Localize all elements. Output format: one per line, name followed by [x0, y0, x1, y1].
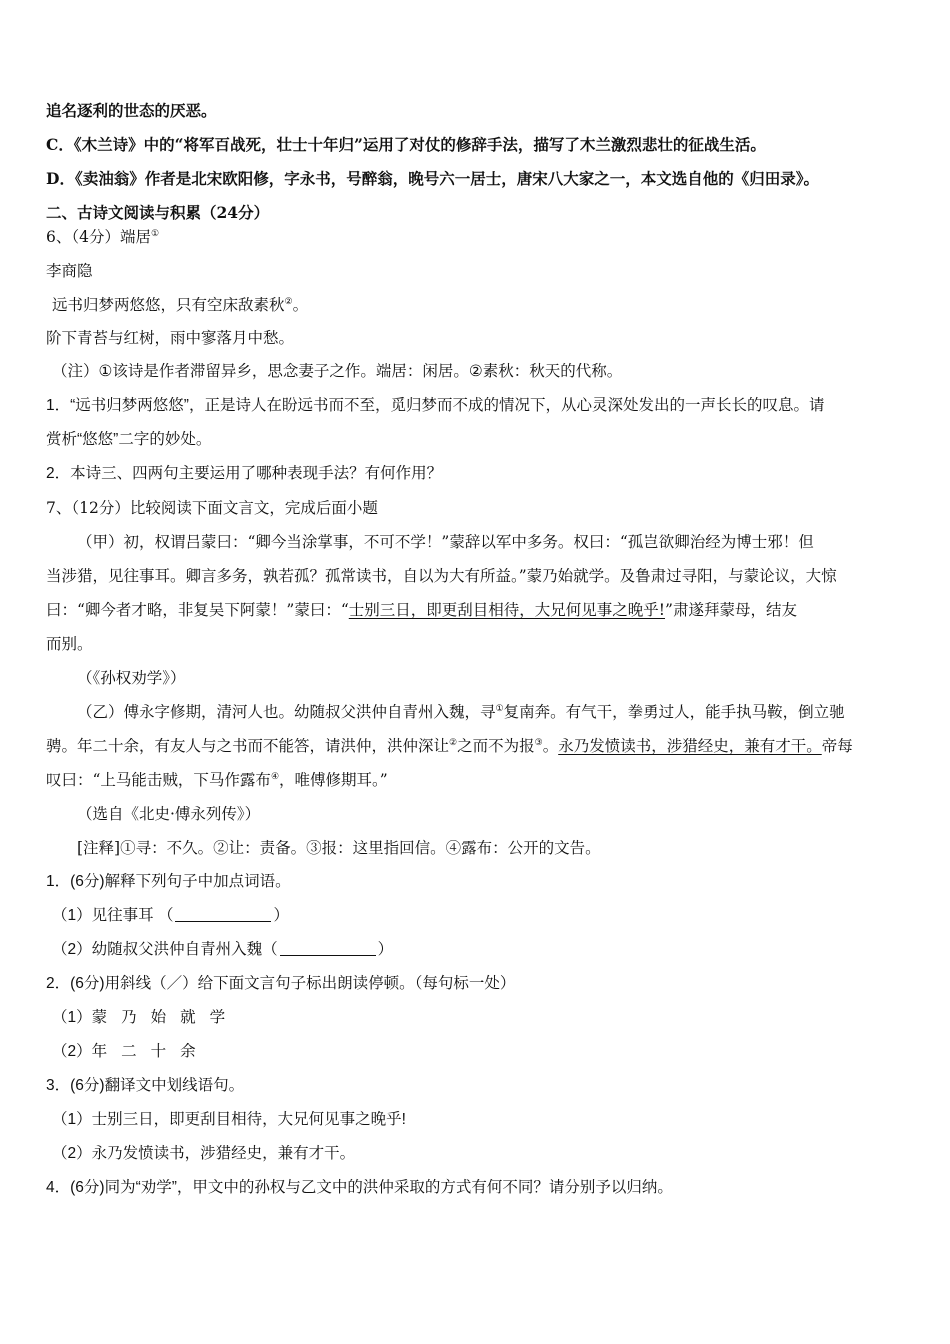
- q7-sub3-item1: （1）士别三日，即更刮目相待，大兄何见事之晚乎!: [52, 1111, 406, 1128]
- passage-a-line-1: （甲）初，权谓吕蒙曰：“卿今当涂掌事，不可不学！”蒙辞以军中多务。权曰：“孤岂欲卿治经为博士邪！但: [77, 533, 814, 551]
- q7-sub4: 4．(6分)同为“劝学”，甲文中的孙权与乙文中的洪仲采取的方式有何不同？请分别予以归纳。: [46, 1179, 673, 1196]
- answer-blank-2[interactable]: [280, 941, 376, 956]
- poem-line-2: 阶下青苔与红树，雨中寥落月中愁。: [46, 329, 295, 347]
- q7-sub1: 1．(6分)解释下列句子中加点词语。: [46, 873, 291, 890]
- q6-sub1-line2: 赏析“悠悠”二字的妙处。: [46, 431, 212, 448]
- question-6-title: 6、（4分）端居①: [46, 228, 160, 246]
- poem-line-1: 远书归梦两悠悠，只有空床敌素秋②。: [52, 296, 309, 314]
- option-d: D．《卖油翁》作者是北宋欧阳修，字永书，号醉翁，晚号六一居士，唐宋八大家之一，本文选自他的《归田录》。: [46, 169, 819, 188]
- poem-note: （注）①该诗是作者滞留异乡，思念妻子之作。端居：闲居。②素秋：秋天的代称。: [52, 363, 623, 380]
- passage-b-notes: [注释]①寻：不久。②让：责备。③报：这里指回信。④露布：公开的文告。: [77, 839, 601, 857]
- passage-b-line-2: 骋。年二十余，有友人与之书而不能答，请洪仲，洪仲深让②之而不为报③。永乃发愤读书，涉猎经史，兼有才干。帝每: [46, 737, 853, 755]
- question-7-title: 7、（12分）比较阅读下面文言文，完成后面小题: [46, 499, 378, 517]
- q7-sub3: 3．(6分)翻译文中划线语句。: [46, 1077, 245, 1094]
- q7-sub1-item2: （2）幼随叔父洪仲自青州入魏（ ）: [52, 941, 394, 958]
- q7-sub2-item1: （1）蒙乃始就学: [52, 1009, 240, 1026]
- passage-b-line-1: （乙）傅永字修期，清河人也。幼随叔父洪仲自青州入魏，寻①复南奔。有气干，拳勇过人，能手执马鞍，倒立驰: [77, 703, 845, 721]
- passage-a-line-2: 当涉猎，见往事耳。卿言多务，孰若孤？孤常读书，自以为大有所益。”蒙乃始就学。及鲁肃过寻阳，与蒙论议，大惊: [46, 567, 837, 585]
- passage-b-line-3: 叹曰：“上马能击贼，下马作露布④，唯傅修期耳。”: [46, 771, 388, 789]
- q7-sub1-item1: （1）见往事耳 （ ）: [52, 907, 289, 924]
- option-c-cont: 追名逐利的世态的厌恶。: [46, 101, 217, 120]
- answer-blank-1[interactable]: [175, 907, 271, 922]
- option-c: C．《木兰诗》中的“将军百战死，壮士十年归”运用了对仗的修辞手法，描写了木兰激烈悲壮的征战生活。: [46, 135, 766, 154]
- passage-a-line-4: 而别。: [46, 635, 93, 653]
- passage-b-source: （选自《北史·傅永列传》）: [77, 805, 261, 823]
- q6-sub1-line1: 1．“远书归梦两悠悠”，正是诗人在盼远书而不至，觅归梦而不成的情况下，从心灵深处发出的一声长长的叹息。请: [46, 397, 825, 414]
- q7-sub3-item2: （2）永乃发愤读书，涉猎经史，兼有才干。: [52, 1145, 356, 1162]
- passage-a-source: （《孙权劝学》）: [77, 669, 186, 687]
- q7-sub2-item2: （2）年二十余: [52, 1043, 210, 1060]
- passage-a-line-3: 曰：“卿今者才略，非复吴下阿蒙！”蒙曰：“士别三日，即更刮目相待，大兄何见事之晚乎!”肃遂拜蒙母，结友: [46, 601, 797, 619]
- section-heading: 二、古诗文阅读与积累（24分）: [46, 203, 270, 222]
- q7-sub2: 2．(6分)用斜线（／）给下面文言句子标出朗读停顿。（每句标一处）: [46, 975, 516, 992]
- q6-sub2: 2．本诗三、四两句主要运用了哪种表现手法？有何作用？: [46, 465, 443, 482]
- poem-author: 李商隐: [46, 262, 93, 280]
